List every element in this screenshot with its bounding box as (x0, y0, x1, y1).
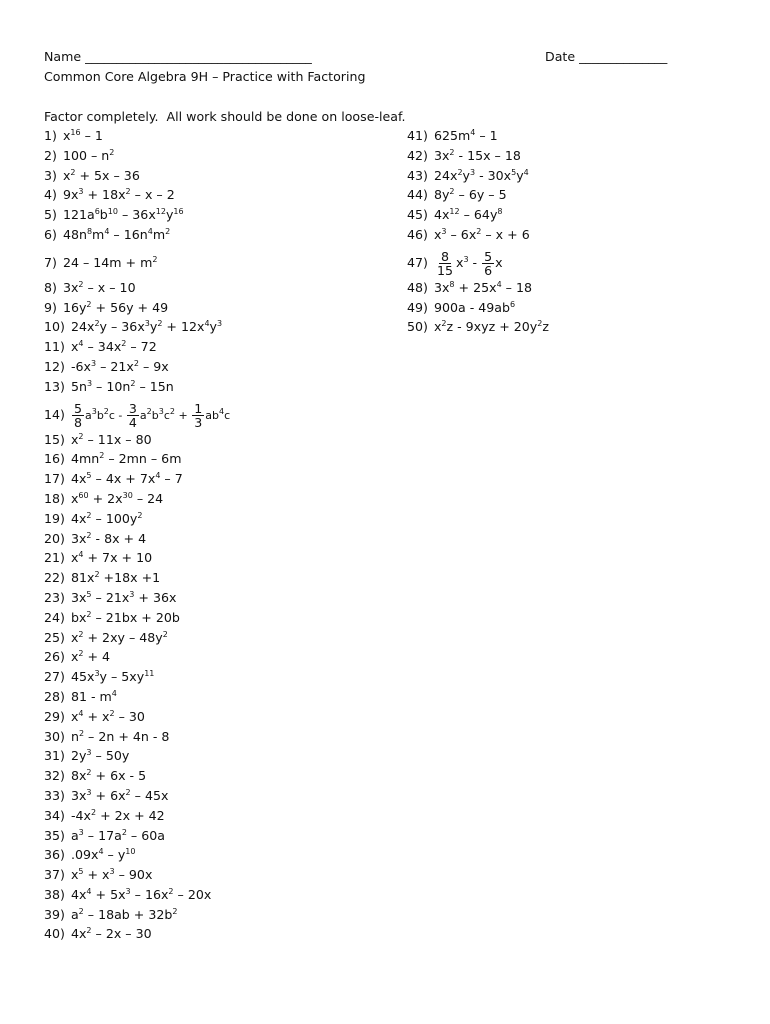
problem-expression: $x^{16} - 1$ (62, 128, 103, 143)
problem-expression: $8x^2 + 6x - 5$ (70, 768, 147, 784)
problem-number: 49) (407, 299, 428, 315)
problem-number: 20) (44, 530, 65, 546)
problem-number: 39) (44, 906, 65, 922)
problem-expression: $x^4 + x^2 - 30$ (70, 708, 145, 724)
problem-number: 42) (407, 147, 428, 163)
problem-number: 3) (44, 167, 57, 183)
problem-expression: $x^4 + 7x + 10$ (70, 550, 153, 566)
problem-item (44, 399, 230, 432)
problem-item (407, 187, 549, 207)
problem-expression: $4x^{12} - 64y^8$ (433, 207, 503, 223)
problem-number: 8) (44, 279, 57, 295)
problem-item (44, 788, 230, 808)
problem-expression: $3x^3 + 6x^2 - 45x$ (70, 787, 169, 803)
problem-item (44, 590, 230, 610)
problem-expression: $3x^2 - 8x + 4$ (70, 530, 147, 546)
problem-number: 18) (44, 490, 65, 506)
problem-item (44, 451, 230, 471)
problem-item (44, 432, 230, 452)
problem-number: 14) (44, 407, 65, 423)
problem-number: 23) (44, 589, 65, 605)
problem-number: 36) (44, 847, 65, 863)
problem-expression: $4mn^2 - 2mn - 6m$ (70, 451, 182, 467)
problem-expression: $121a^6b^{10} - 36x^{12}y^{16}$ (62, 207, 184, 223)
problem-number: 17) (44, 471, 65, 487)
problem-expression: $-6x^3 - 21x^2 - 9x$ (70, 358, 169, 374)
problem-number: 47) (407, 255, 428, 271)
problem-expression: $3x^8 + 25x^4 - 18$ (433, 279, 532, 295)
problem-number: 24) (44, 609, 65, 625)
problem-item (44, 689, 230, 709)
problem-item (44, 768, 230, 788)
problem-expression: $x^2 + 2xy - 48y^2$ (70, 629, 168, 645)
problem-number: 4) (44, 187, 57, 203)
problem-number: 33) (44, 787, 65, 803)
problem-item (44, 339, 230, 359)
problem-number: 37) (44, 867, 65, 883)
problem-item (44, 511, 230, 531)
problem-item (44, 748, 230, 768)
problem-number: 6) (44, 226, 57, 242)
problem-number: 15) (44, 431, 65, 447)
problem-expression: $a^3 - 17a^2 - 60a$ (70, 827, 165, 843)
problem-number: 19) (44, 510, 65, 526)
problem-item (44, 280, 230, 300)
problem-item (44, 570, 230, 590)
problem-expression: $.09x^4 - y^{10}$ (70, 847, 136, 863)
problem-item (44, 847, 230, 867)
problem-number: 32) (44, 768, 65, 784)
problem-expression: $3x^5 - 21x^3 + 36x$ (70, 589, 177, 605)
problem-item (44, 808, 230, 828)
problem-item (407, 128, 549, 148)
problem-item (44, 867, 230, 887)
problem-number: 2) (44, 147, 57, 163)
problem-item (44, 531, 230, 551)
problem-expression: $x^2 - 11x - 80$ (70, 431, 152, 447)
problem-expression: $24 - 14m + m^2$ (62, 255, 158, 271)
problem-expression: $81 - m^4$ (70, 688, 117, 704)
problem-number: 48) (407, 279, 428, 295)
problem-item (44, 729, 230, 749)
problem-item (44, 319, 230, 339)
problem-number: 16) (44, 451, 65, 467)
problem-expression: $4x^2 - 100y^2$ (70, 510, 143, 526)
problem-number: 30) (44, 728, 65, 744)
problem-item (44, 491, 230, 511)
problem-number: 13) (44, 378, 65, 394)
problem-expression: $x^3 - 6x^2 - x + 6$ (433, 226, 530, 242)
problem-list-right (407, 128, 549, 339)
problem-number: 35) (44, 827, 65, 843)
problem-expression: $n^2 - 2n + 4n - 8$ (70, 728, 170, 744)
problem-expression: $9x^3 + 18x^2 - x - 2$ (62, 187, 175, 203)
problem-number: 10) (44, 319, 65, 335)
problem-expression: $x^2 + 4$ (70, 649, 111, 665)
problem-item (407, 319, 549, 339)
problem-item (407, 168, 549, 188)
problem-item (44, 709, 230, 729)
problem-item (44, 300, 230, 320)
problem-number: 5) (44, 207, 57, 223)
worksheet-title: Common Core Algebra 9H – Practice with Factoring (44, 69, 366, 84)
problem-expression: $4x^2 - 2x - 30$ (70, 926, 152, 942)
problem-expression: $x^2z - 9xyz + 20y^2z$ (433, 319, 549, 335)
problem-expression: $\frac{5}{8}$ $a^3b^2c$ - $\frac{3}{4}$ $a^2b^3c^2$ + $\frac{1}{3}$ $ab^4c$ (73, 400, 231, 430)
problem-expression: $-4x^2 + 2x + 42$ (70, 807, 165, 823)
problem-expression: $81x^2 +18x +1$ (70, 570, 161, 586)
problem-expression: $24x^2y^3 - 30x^5y^4$ (433, 167, 529, 183)
problem-number: 31) (44, 748, 65, 764)
name-field-line: Name ____________________________________ (44, 49, 312, 64)
problem-number: 22) (44, 570, 65, 586)
problem-number: 46) (407, 226, 428, 242)
problem-number: 27) (44, 669, 65, 685)
problem-expression: $100 - n^2$ (62, 147, 115, 163)
problem-item (44, 887, 230, 907)
problem-expression: $x^{60} + 2x^{30} - 24$ (70, 490, 164, 506)
problem-item (44, 550, 230, 570)
problem-item (44, 207, 230, 227)
problem-item (44, 128, 230, 148)
problem-item (44, 227, 230, 247)
problem-number: 38) (44, 886, 65, 902)
problem-item (44, 610, 230, 630)
problem-item (44, 471, 230, 491)
problem-item (407, 148, 549, 168)
problem-item (44, 926, 230, 946)
problem-item (407, 280, 549, 300)
problem-expression: $4x^4 + 5x^3 - 16x^2 - 20x$ (70, 886, 212, 902)
problem-number: 1) (44, 128, 57, 143)
problem-expression: $3x^2 - 15x - 18$ (433, 147, 521, 163)
problem-item (44, 828, 230, 848)
problem-expression: $16y^2 + 56y + 49$ (62, 299, 169, 315)
problem-expression: $3x^2$ – x – 10 (62, 279, 136, 295)
problem-number: 43) (407, 167, 428, 183)
problem-item (407, 207, 549, 227)
problem-number: 12) (44, 358, 65, 374)
problem-item (44, 669, 230, 689)
problem-item (44, 247, 230, 280)
problem-expression: $x^4 - 34x^2 - 72$ (70, 339, 157, 355)
problem-number: 44) (407, 187, 428, 203)
problem-expression: $24x^2y - 36x^3y^2 + 12x^4y^3$ (70, 319, 223, 335)
problem-number: 11) (44, 339, 65, 355)
problem-item (44, 379, 230, 399)
problem-item (44, 359, 230, 379)
problem-item (407, 300, 549, 320)
problem-expression: $5n^3 - 10n^2 - 15n$ (70, 378, 174, 394)
problem-expression: $2y^3 - 50y$ (70, 748, 130, 764)
problem-item (44, 649, 230, 669)
problem-item (44, 168, 230, 188)
problem-expression: $625m^4 - 1$ (433, 128, 498, 143)
problem-number: 40) (44, 926, 65, 942)
problem-number: 50) (407, 319, 428, 335)
problem-number: 45) (407, 207, 428, 223)
problem-expression: $x^2 + 5x - 36$ (62, 167, 140, 183)
problem-item (44, 907, 230, 927)
problem-number: 9) (44, 299, 57, 315)
problem-number: 21) (44, 550, 65, 566)
instructions: Factor completely. All work should be done on loose-leaf. (44, 109, 406, 124)
problem-expression: $a^2 - 18ab + 32b^2$ (70, 906, 178, 922)
problem-item (407, 227, 549, 247)
date-field-line: Date ______________ (545, 49, 668, 64)
problem-expression: $48n^8m^4 - 16n^4m^2$ (62, 226, 171, 242)
problem-number: 41) (407, 128, 428, 143)
problem-item (44, 187, 230, 207)
problem-expression: $900a - 49ab^6$ (433, 299, 516, 315)
problem-list-left (44, 128, 230, 946)
problem-expression: $bx^2 - 21bx + 20b$ (70, 609, 180, 625)
problem-expression: $45x^3y - 5xy^{11}$ (70, 669, 155, 685)
problem-number: 34) (44, 807, 65, 823)
problem-number: 26) (44, 649, 65, 665)
problem-item (44, 630, 230, 650)
problem-item (407, 247, 549, 280)
problem-number: 7) (44, 255, 57, 271)
problem-item (44, 148, 230, 168)
problem-number: 29) (44, 708, 65, 724)
problem-expression: $8y^2 - 6y - 5$ (433, 187, 507, 203)
problem-expression: $4x^5 - 4x + 7x^4 - 7$ (70, 471, 183, 487)
problem-number: 28) (44, 688, 65, 704)
problem-expression: $\frac{8}{15}$ $x^3$ - $\frac{5}{6}$ x (436, 248, 503, 278)
problem-expression: $x^5 + x^3 - 90x$ (70, 867, 153, 883)
problem-number: 25) (44, 629, 65, 645)
